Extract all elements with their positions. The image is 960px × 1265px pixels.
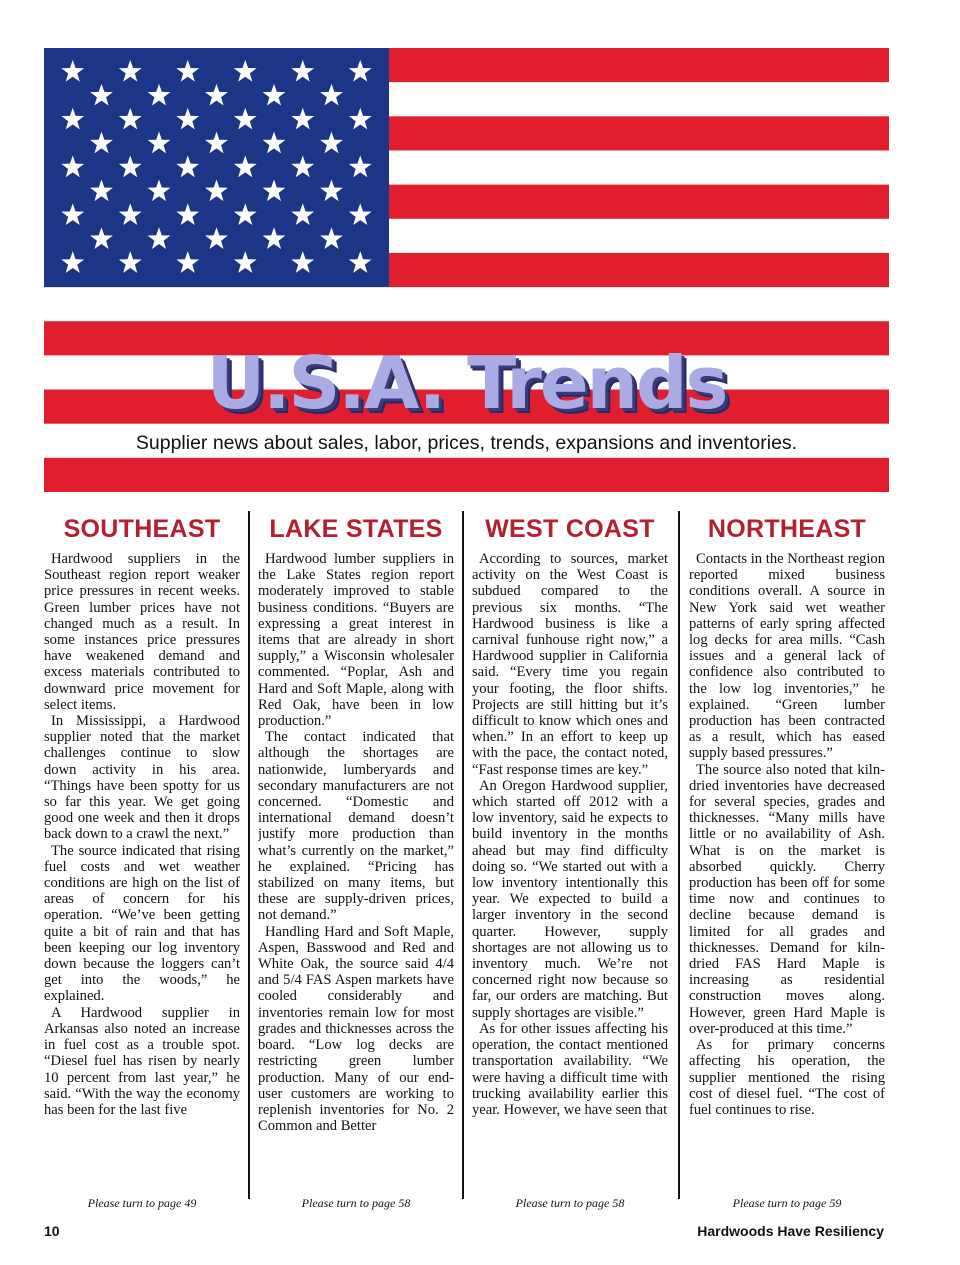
paragraph: An Oregon Hardwood supplier, which started off 2012 with a low inventory, said he expects to build inventory in the months ahead but may find difficulty doing so. “We started out with a low inventory intentionally this year. We expected to build a larger inventory in the second quarter. However, supply shortages are not allowing us to inventory much. We’re not concerned right now because so far, our orders are matching. But supply shortages are visible.” [472, 777, 668, 1021]
continued-line: Please turn to page 49 [87, 1196, 197, 1210]
column-divider [462, 511, 464, 1199]
paragraph: Contacts in the Northeast region reported mixed business conditions overall. A source in New York said wet weather patterns of early spring affected log decks for area mills. “Cash issues and a general lack of confidence also contributed to the low log inventories,” he explained. “Green lumber production has been contracted as a result, which has eased supply based pressures.” [689, 551, 885, 762]
continued-line: Please turn to page 58 [515, 1196, 625, 1210]
column-heading: NORTHEAST [707, 515, 867, 543]
column-body [472, 551, 668, 1183]
column-west-coast [472, 511, 668, 1183]
paragraph: Handling Hard and Soft Maple, Aspen, Basswood and Red and White Oak, the source said 4/4 and 5/4 FAS Aspen markets have cooled considerably and inventories remain low for most grades and thicknesses across the board. “Low log decks are restricting green lumber production. Many of our end-user customers are working to replenish inventories for No. 2 Common and Better [258, 923, 454, 1135]
article-columns [44, 511, 889, 1183]
paragraph: In Mississippi, a Hardwood supplier noted that the market challenges continue to slow down activity in his area. “Things have been spotty for us so far this year. We get going good one week and then it drops back down to a crawl the next.” [44, 713, 240, 843]
us-flag-icon [44, 48, 889, 492]
column-body [44, 551, 240, 1183]
paragraph: The source also noted that kiln-dried inventories have decreased for several species, grades and thicknesses. “Many mills have little or no availability of Ash. What is on the market is absorbed quickly. Cherry production has been off for some time now and continues to decline because demand is limited for all grades and thicknesses. Demand for kiln-dried FAS Hard Maple is increasing as residential construction moves along. However, green Hard Maple is over-produced at this time.” [689, 761, 885, 1037]
paragraph: The contact indicated that although the shortages are nationwide, lumberyards and secondary manufacturers are not concerned. “Domestic and international demand doesn’t justify more production than what’s currently on the market,” he explained. “Pricing has stabilized on many items, but these are supply-driven prices, not demand.” [258, 729, 454, 924]
column-heading: WEST COAST [485, 515, 655, 543]
column-lake-states [258, 511, 454, 1183]
continued-line: Please turn to page 58 [301, 1196, 411, 1210]
paragraph: The source indicated that rising fuel costs and wet weather conditions are high on the list of areas of concern for his operation. “We’ve been getting quite a bit of rain and that has been keeping our log inventory down because the loggers can’t get into the woods,” he explained. [44, 842, 240, 1005]
paragraph: As for other issues affecting his operation, the contact mentioned transportation availability. “We were having a difficult time with trucking availability earlier this year. However, we have seen that [472, 1020, 668, 1118]
column-northeast [689, 511, 885, 1183]
page-subtitle: Supplier news about sales, labor, prices, trends, expansions and inventories. [135, 432, 798, 454]
column-body [258, 551, 454, 1183]
paragraph: Hardwood suppliers in the Southeast region report weaker price pressures in recent weeks. Green lumber prices have not changed much as a result. In some instances price pressures have weakened demand and excess materials contributed to downward price movement for select items. [44, 551, 240, 713]
flag-banner [44, 48, 889, 492]
column-divider [678, 511, 680, 1199]
running-footer: Hardwoods Have Resiliency [697, 1223, 884, 1239]
paragraph: Hardwood lumber suppliers in the Lake States region report moderately improved to stable business conditions. “Buyers are expressing a great interest in items that are already in short supply,” a Wisconsin wholesaler commented. “Poplar, Ash and Hard and Soft Maple, along with Red Oak, have been in low production.” [258, 551, 454, 730]
continued-line: Please turn to page 59 [732, 1196, 842, 1210]
column-heading: SOUTHEAST [63, 515, 221, 543]
paragraph: As for primary concerns affecting his operation, the supplier mentioned the rising cost of diesel fuel. “The cost of fuel continues to rise. [689, 1037, 885, 1118]
page-number: 10 [44, 1223, 60, 1239]
page-title: U.S.A. Trends [206, 341, 727, 425]
column-body [689, 551, 885, 1183]
column-heading: LAKE STATES [269, 515, 443, 543]
paragraph: According to sources, market activity on the West Coast is subdued compared to the previous six months. “The Hardwood business is like a carnival funhouse right now,” a Hardwood supplier in California said. “Every time you regain your footing, the floor shifts. Projects are still hitting but it’s difficult to know which ones and when.” In an effort to keep up with the pace, the contact noted, “Fast response times are key.” [472, 551, 668, 778]
paragraph: A Hardwood supplier in Arkansas also noted an increase in fuel cost as a trouble spot. “Diesel fuel has risen by nearly 10 percent from last year,” he said. “With the way the economy has been for the last five [44, 1004, 240, 1118]
column-divider [248, 511, 250, 1199]
column-southeast [44, 511, 240, 1183]
